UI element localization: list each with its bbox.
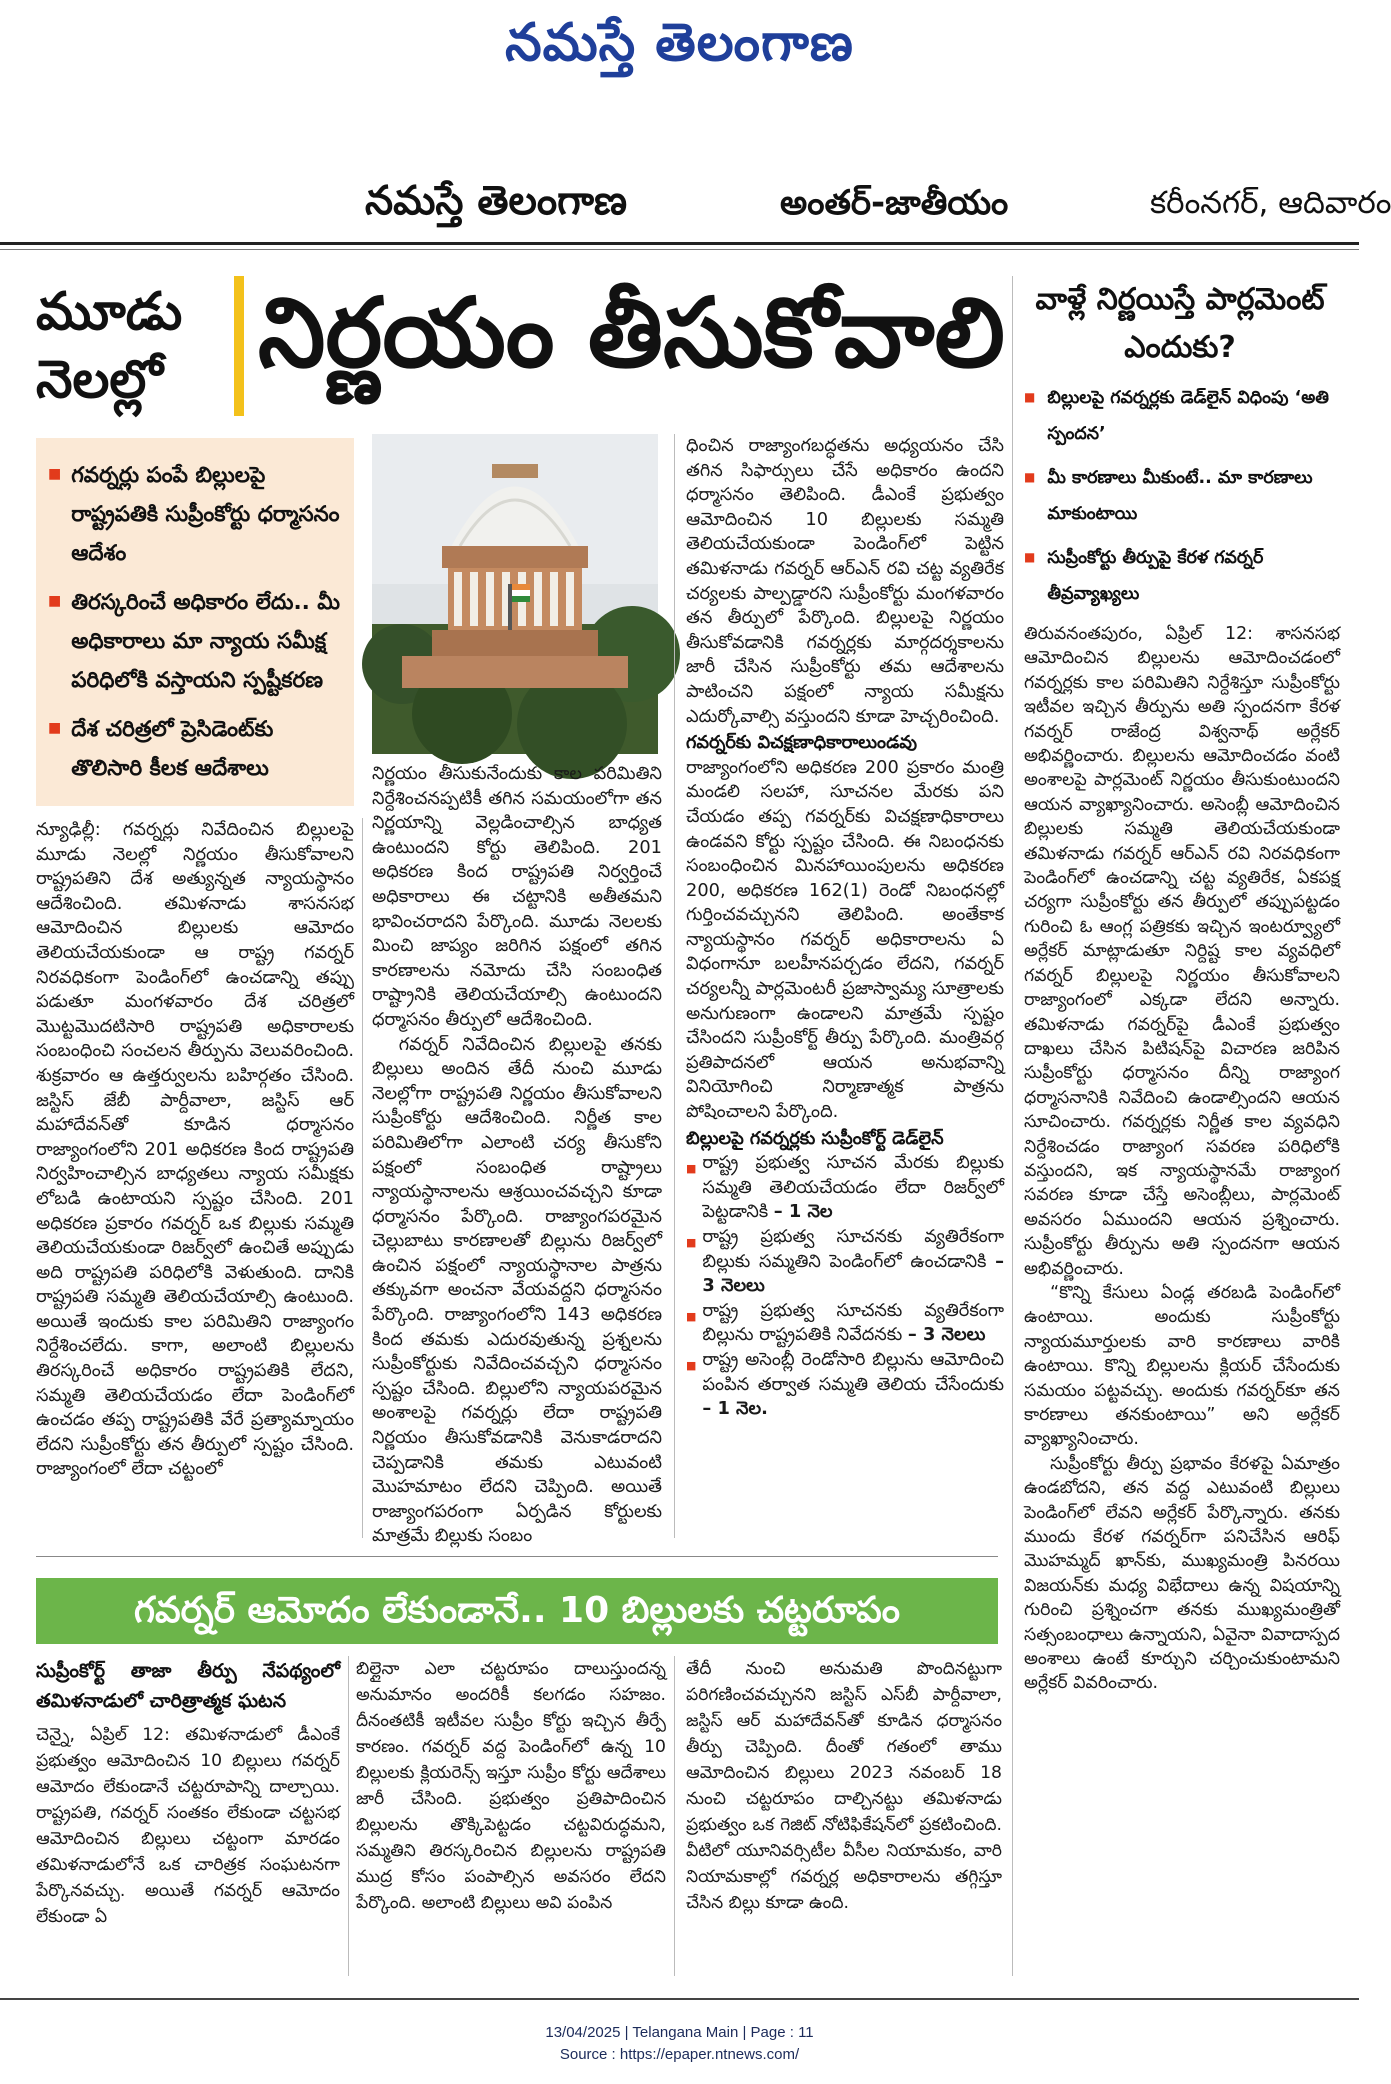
column-subheading: గవర్నర్‌కు విచక్షణాధికారాలుండవు [686, 732, 917, 754]
highlights-box [36, 438, 354, 806]
footer-edition: 13/04/2025 | Telangana Main | Page : 11 [545, 2024, 814, 2041]
header-dateline: కరీంనగర్, ఆదివారం [1150, 185, 1391, 221]
story-body-text: గవర్నర్ నివేదించిన బిల్లులపై తనకు బిల్లులు అందిన తేదీ నుంచి మూడు నెలల్లోగా రాష్ట్రపతి నిర్ణయం తీసుకోవాలని సుప్రీంకోర్టు ఆదేశించింది. నిర్ణీత కాల పరిమితిలోగా ఎలాంటి చర్య తీసుకోని పక్షంలో సంబంధిత రాష్ట్రాలు న్యాయస్థానాలను ఆశ్రయించవచ్చని కూడా ధర్మాసనం పేర్కొంది. రాజ్యాంగపరమైన చెల్లుబాటు కారణాలతో బిల్లును రిజర్వ్‌లో ఉంచిన పక్షంలో న్యాయస్థానాల పాత్రను తక్కువగా అంచనా వేయవద్దని ధర్మాసనం పేర్కొంది. రాజ్యాంగంలోని 143 అధికరణ కింద తమకు ఎదురవుతున్న ప్రశ్నలను సుప్రీంకోర్టుకు నివేదించవచ్చని ధర్మాసనం స్పష్టం చేసింది. బిల్లులోని న్యాయపరమైన అంశాలపై గవర్నర్లు లేదా రాష్ట్రపతి నిర్ణయం తీసుకోవడానికి వెనుకాడరాదని చెప్పడానికి తమకు ఎటువంటి మొహమాటం లేదని చెప్పింది. అయితే రాజ్యాంగపరంగా ఏర్పడిన కోర్టులకు మాత్రమే బిల్లుకు సంబం [372, 1033, 662, 1547]
story-column-2 [372, 762, 662, 1549]
square-bullet-icon: ■ [686, 1236, 697, 1249]
second-story-column-3 [686, 1656, 1002, 1916]
sidebar-body-text: తిరువనంతపురం, ఏప్రిల్ 12: శాసనసభ ఆమోదించిన బిల్లులను ఆమోదించడంలో గవర్నర్లకు కాల పరిమితిని నిర్దేశిస్తూ సుప్రీంకోర్టు ఇటీవల ఇచ్చిన తీర్పును అతి స్పందనగా కేరళ గవర్నర్ రాజేంద్ర విశ్వనాథ్ అర్లేకర్ అభివర్ణించారు. బిల్లులను ఆమోదించడం వంటి అంశాలపై పార్లమెంట్ నిర్ణయం తీసుకుంటుందని ఆయన వ్యాఖ్యానించారు. అసెంబ్లీ ఆమోదించిన బిల్లులకు సమ్మతి తెలియచేయకుండా తమిళనాడు గవర్నర్ ఆర్‌ఎన్ రవి నిరవధికంగా పెండింగ్‌లో ఉంచడాన్ని చట్ట వ్యతిరేక, ఏకపక్ష చర్యగా సుప్రీంకోర్టు తన తీర్పులో తప్పుపట్టడం గురించి ఓ ఆంగ్ల పత్రికకు ఇచ్చిన ఇంటర్వ్యూలో అర్లేకర్ మాట్లాడుతూ నిర్దిష్ట కాల వ్యవధిలో గవర్నర్ బిల్లులపై నిర్ణయం తీసుకోవాలని రాజ్యాంగంలో ఎక్కడా లేదని అన్నారు. తమిళనాడు గవర్నర్‌పై డీఎంకే ప్రభుత్వం దాఖలు చేసిన పిటిషన్‌పై విచారణ జరిపిన సుప్రీంకోర్టు ధర్మాసనం దీన్ని రాజ్యాంగ ధర్మాసనానికి నివేదించి ఉండాల్సిందని ఆయన సూచించారు. గవర్నర్లకు నిర్ణీత కాల వ్యవధిని నిర్దేశించడం రాజ్యాంగ సవరణ పరిధిలోకి వస్తుందని, ఇక న్యాయస్థానమే రాజ్యాంగ సవరణ కూడా చేస్తే అసెంబ్లీలు, పార్లమెంట్ అవసరం ఏముందని ఆయన ప్రశ్నించారు. సుప్రీంకోర్టు తీర్పును అతి స్పందనగా ఆయన అభివర్ణించారు. [1024, 624, 1340, 1279]
story-body-text: న్యూఢిల్లీ: గవర్నర్లు నివేదించిన బిల్లులపై మూడు నెలల్లో నిర్ణయం తీసుకోవాలని రాష్ట్రపతిని దేశ అత్యున్నత న్యాయస్థానం ఆదేశించింది. తమిళనాడు శాసనసభ ఆమోదించిన బిల్లులకు ఆమోదం తెలియచేయకుండా ఆ రాష్ట్ర గవర్నర్ నిరవధికంగా పెండింగ్‌లో ఉంచడాన్ని తప్పు పడుతూ మంగళవారం దేశ చరిత్రలో మొట్టమొదటిసారి రాష్ట్రపతి అధికారాలకు సంబంధించి సంచలన తీర్పును వెలువరించింది. శుక్రవారం ఆ ఉత్తర్వులను బహిర్గతం చేసింది. జస్టిస్ జేబీ పార్దీవాలా, జస్టిస్ ఆర్ మహాదేవన్‌తో కూడిన ధర్మాసనం రాజ్యాంగంలోని 201 అధికరణ కింద రాష్ట్రపతి నిర్వహించాల్సిన బాధ్యతలు న్యాయ సమీక్షకు లోబడి ఉంటాయని స్పష్టం చేసింది. 201 అధికరణ ప్రకారం గవర్నర్ ఒక బిల్లుకు సమ్మతి తెలియచేయకుండా రిజర్వ్‌లో ఉంచితే అప్పుడు అది రాష్ట్రపతి పరిధిలోకి వెళుతుంది. దానికి రాష్ట్రపతి సమ్మతి తెలియచేయాల్సి ఉంటుంది. అయితే ఇందుకు కాల పరిమితిని రాజ్యాంగం నిర్దేశించలేదు. కాగా, అలాంటి బిల్లులను తిరస్కరించే అధికారం రాష్ట్రపతికి లేదని, సమ్మతి తెలియచేయడం లేదా పెండింగ్‌లో ఉంచడం తప్ప రాష్ట్రపతికి వేరే ప్రత్యామ్నాయం లేదని సుప్రీంకోర్టు తన తీర్పులో స్పష్టం చేసింది. రాజ్యాంగంలో లేదా చట్టంలో [36, 819, 354, 1480]
square-bullet-icon: ■ [686, 1309, 697, 1323]
sidebar-body-text: సుప్రీంకోర్టు తీర్పు ప్రభావం కేరళపై ఏమాత్రం ఉండబోదని, తన వద్ద ఎటువంటి బిల్లులు పెండింగ్‌లో లేవని అర్లేకర్ పేర్కొన్నారు. తనకు ముందు కేరళ గవర్నర్‌గా పనిచేసిన ఆరిఫ్ మొహమ్మద్ ఖాన్‌కు, ముఖ్యమంత్రి పినరయి విజయన్‌కు మధ్య విభేదాలు ఉన్న విషయాన్ని గురించి ప్రశ్నించగా తనకు ముఖ్యమంత్రితో సత్సంబంధాలు ఉన్నాయని, ఏవైనా వివాదాస్పద అంశాలు ఉంటే కూర్చుని చర్చించుకుంటామని అర్లేకర్ వివరించారు. [1024, 1453, 1340, 1694]
sidebar-points [1024, 380, 1344, 620]
square-bullet-icon: ■ [1024, 390, 1036, 404]
story-column-1 [36, 818, 354, 1482]
sidebar-quote: “కొన్ని కేసులు ఏండ్ల తరబడి పెండింగ్‌లో ఉంటాయి. అందుకు సుప్రీంకోర్టు న్యాయమూర్తులకు వారి కారణాలు వారికి ఉంటాయి. కొన్ని బిల్లులను క్లియర్ చేసేందుకు సమయం పట్టవచ్చు. అందుకు గవర్నర్‌కూ తన కారణాలు తనకుంటాయి” అని అర్లేకర్ వ్యాఖ్యానించారు. [1024, 1282, 1340, 1450]
masthead-logo: నమస్తే తెలంగాణ [505, 12, 854, 73]
square-bullet-icon: ■ [48, 466, 62, 482]
page-footer [0, 2022, 1359, 2066]
square-bullet-icon: ■ [1024, 470, 1036, 484]
sidebar-point: ■ సుప్రీంకోర్టు తీర్పుపై కేరళ గవర్నర్ తీవ్రవ్యాఖ్యలు [1024, 540, 1344, 612]
footer-source-link[interactable]: Source : https://epaper.ntnews.com/ [559, 2046, 800, 2063]
highlight-item: ■ దేశ చరిత్రలో ప్రెసిడెంట్‌కు తొలిసారి కీలక ఆదేశాలు [48, 710, 340, 788]
story-body-text: నిర్ణయం తీసుకునేందుకు కాల పరిమితిని నిర్దేశించనప్పటికీ తగిన సమయంలోగా తన నిర్ణయాన్ని వెల్లడించాల్సిన బాధ్యత ఉంటుందని కోర్టు తెలిపింది. 201 అధికరణ కింద రాష్ట్రపతి నిర్వర్తించే అధికారాలు ఈ చట్టానికి అతీతమని భావించరాదని పేర్కొంది. మూడు నెలలకు మించి జాప్యం జరిగిన పక్షంలో తగిన కారణాలను నమోదు చేసి సంబంధిత రాష్ట్రానికి తెలియచేయాల్సి ఉంటుందని ధర్మాసనం తీర్పులో ఆదేశించింది. [372, 763, 662, 1030]
square-bullet-icon: ■ [686, 1162, 697, 1176]
header-section: అంతర్-జాతీయం [780, 183, 1009, 223]
sidebar-point: ■ బిల్లులపై గవర్నర్లకు డెడ్‌లైన్ విధింపు ‘అతి స్పందన’ [1024, 380, 1344, 452]
sidebar-point: ■ మీ కారణాలు మీకుంటే.. మా కారణాలు మాకుంటాయి [1024, 460, 1344, 532]
second-story-body-text: బిల్లైనా ఎలా చట్టరూపం దాలుస్తుందన్న అనుమానం అందరికీ కలగడం సహజం. దీనంతటికీ ఇటీవల సుప్రీం కోర్టు ఇచ్చిన తీర్పే కారణం. గవర్నర్ వద్ద పెండింగ్‌లో ఉన్న 10 బిల్లులకు క్లియరెన్స్ ఇస్తూ సుప్రీం కోర్టు ఆదేశాలు జారీ చేసింది. ప్రభుత్వం ప్రతిపాదించిన బిల్లులను తొక్కిపెట్టడం చట్టవిరుద్ధమని, సమ్మతిని తిరస్కరించిన బిల్లులను రాష్ట్రపతి ముద్ర కోసం పంపాల్సిన అవసరం లేదని పేర్కొంది. అలాంటి బిల్లులు అవి పంపిన [356, 1659, 666, 1913]
deadline-item: ■ రాష్ట్ర ప్రభుత్వ సూచన మేరకు బిల్లుకు సమ్మతి తెలియచేయడం లేదా రిజర్వ్‌లో పెట్టడానికి – 1 నెల [686, 1151, 1004, 1225]
square-bullet-icon: ■ [48, 720, 62, 736]
footer-rule [0, 1998, 1359, 2000]
highlight-item: ■ తిరస్కరించే అధికారం లేదు.. మీ అధికారాలు మా న్యాయ సమీక్ష పరిధిలోకి వస్తాయని స్పష్టీకరణ [48, 583, 340, 700]
highlight-item: ■ గవర్నర్లు పంపే బిల్లులపై రాష్ట్రపతికి సుప్రీంకోర్టు ధర్మాసనం ఆదేశం [48, 456, 340, 573]
deadline-item: ■ రాష్ట్ర అసెంబ్లీ రెండోసారి బిల్లును ఆమోదించి పంపిన తర్వాత సమ్మతి తెలియ చేసేందుకు – 1 నెల. [686, 1348, 1004, 1422]
column-divider [1012, 276, 1013, 1976]
story-column-3 [686, 434, 1004, 1422]
story-headline: నిర్ణయం తీసుకోవాలి [258, 277, 1005, 389]
masthead [0, 0, 1359, 90]
column-divider [362, 818, 363, 1538]
story-body-text: ధించిన రాజ్యాంగబద్ధతను అధ్యయనం చేసి తగిన సిఫార్సులు చేసే అధికారం ఉందని ధర్మాసనం తెలిపింది. డీఎంకే ప్రభుత్వం ఆమోదించిన 10 బిల్లులకు సమ్మతి తెలియచేయకుండా పెండింగ్‌లో పెట్టిన తమిళనాడు గవర్నర్ ఆర్‌ఎన్ రవి చట్ట వ్యతిరేక చర్యలకు పాల్పడ్డారని సుప్రీంకోర్టు మంగళవారం తన తీర్పులో పేర్కొంది. బిల్లులపై నిర్ణయం తీసుకోవడానికి గవర్నర్లకు మార్గదర్శకాలను జారీ చేసిన సుప్రీంకోర్టు తమ ఆదేశాలను పాటించని పక్షంలో న్యాయ సమీక్షను ఎదుర్కోవాల్సి వస్తుందని కూడా హెచ్చరించింది. [686, 435, 1004, 727]
second-story-column-2 [356, 1656, 666, 1916]
page-header [0, 165, 1391, 245]
second-story-body-text: చెన్నై, ఏప్రిల్ 12: తమిళనాడులో డీఎంకే ప్రభుత్వం ఆమోదించిన 10 బిల్లులు గవర్నర్ ఆమోదం లేకుండానే చట్టరూపాన్ని దాల్చాయి. రాష్ట్రపతి, గవర్నర్ సంతకం లేకుండా చట్టసభ ఆమోదించిన బిల్లులు చట్టంగా మారడం తమిళనాడులోనే ఒక చారిత్రక సంఘటనగా పేర్కొనవచ్చు. అయితే గవర్నర్ ఆమోదం లేకుండా ఏ [36, 1725, 340, 1927]
header-rule [0, 249, 1359, 250]
square-bullet-icon: ■ [686, 1358, 697, 1372]
column-divider [348, 1656, 349, 1976]
header-brand: నమస్తే తెలంగాణ [365, 177, 628, 224]
section-rule [36, 1556, 998, 1557]
square-bullet-icon: ■ [48, 593, 62, 609]
second-story-banner: గవర్నర్ ఆమోదం లేకుండానే.. 10 బిల్లులకు చట్టరూపం [36, 1578, 998, 1644]
supreme-court-building-image [372, 434, 658, 754]
column-divider [674, 1656, 675, 1976]
square-bullet-icon: ■ [1024, 550, 1036, 564]
sidebar-title: వాళ్లే నిర్ణయిస్తే పార్లమెంట్ ఎందుకు? [1035, 282, 1325, 365]
supreme-court-photo [372, 434, 658, 754]
kicker-accent-bar [234, 276, 244, 416]
second-story-column-1 [36, 1656, 340, 1930]
deadline-item: ■ రాష్ట్ర ప్రభుత్వ సూచనకు వ్యతిరేకంగా బిల్లుకు సమ్మతిని పెండింగ్‌లో ఉంచడానికి – 3 నెలలు [686, 1225, 1004, 1299]
second-story-body-text: తేదీ నుంచి అనుమతి పొందినట్టుగా పరిగణించవచ్చునని జస్టిస్ ఎస్‌బీ పార్దీవాలా, జస్టిస్ ఆర్ మహాదేవన్‌తో కూడిన ధర్మాసనం తీర్పు చెప్పింది. దీంతో గతంలో తాము ఆమోదించిన బిల్లులు 2023 నవంబర్ 18 నుంచి చట్టరూపం దాల్చినట్టు తమిళనాడు ప్రభుత్వం ఒక గెజిట్ నోటిఫికేషన్‌లో ప్రకటించింది. వీటిలో యూనివర్సిటీల వీసీల నియామకం, వారి నియామకాల్లో గవర్నర్ల అధికారాలను తగ్గిస్తూ చేసిన బిల్లు కూడా ఉంది. [686, 1659, 1002, 1913]
column-divider [674, 434, 675, 1538]
deadline-item: ■ రాష్ట్ర ప్రభుత్వ సూచనకు వ్యతిరేకంగా బిల్లును రాష్ట్రపతికి నివేదనకు – 3 నెలలు [686, 1299, 1004, 1348]
sidebar-column [1024, 622, 1340, 1696]
deadlines-title: బిల్లులపై గవర్నర్లకు సుప్రీంకోర్ట్ డెడ్‌లైన్ [686, 1127, 944, 1149]
second-story-kicker: సుప్రీంకోర్ట్ తాజా తీర్పు నేపథ్యంలో తమిళనాడులో చారిత్రాత్మక ఘటన [36, 1660, 340, 1712]
story-body-text: రాజ్యాంగంలోని అధికరణ 200 ప్రకారం మంత్రి మండలి సలహా, సూచనల మేరకు పని చేయడం తప్ప గవర్నర్‌కు విచక్షణాధికారాలు ఉండవని కోర్టు స్పష్టం చేసింది. ఈ నిబంధనకు సంబంధించిన మినహాయింపులను అధికరణ 200, అధికరణ 162(1) రెండో నిబంధనల్లో గుర్తించవచ్చునని తెలిపింది. అంతేకాక న్యాయస్థానం గవర్నర్ అధికారాలను ఏ విధంగానూ బలహీనపర్చడం లేదని, గవర్నర్ చర్యలన్నీ పార్లమెంటరీ ప్రజాస్వామ్య సూత్రాలకు అనుగుణంగా ఉండాలని మాత్రమే స్పష్టం చేసిందని సుప్రీంకోర్ట్ తీర్పు పేర్కొంది. మంత్రివర్గ ప్రతిపాదనలో ఆయన అనుభవాన్ని వినియోగించి నిర్మాణాత్మక పాత్రను పోషించాలని పేర్కొంది. [686, 756, 1004, 1123]
story-kicker: మూడు నెలల్లో [36, 282, 183, 410]
